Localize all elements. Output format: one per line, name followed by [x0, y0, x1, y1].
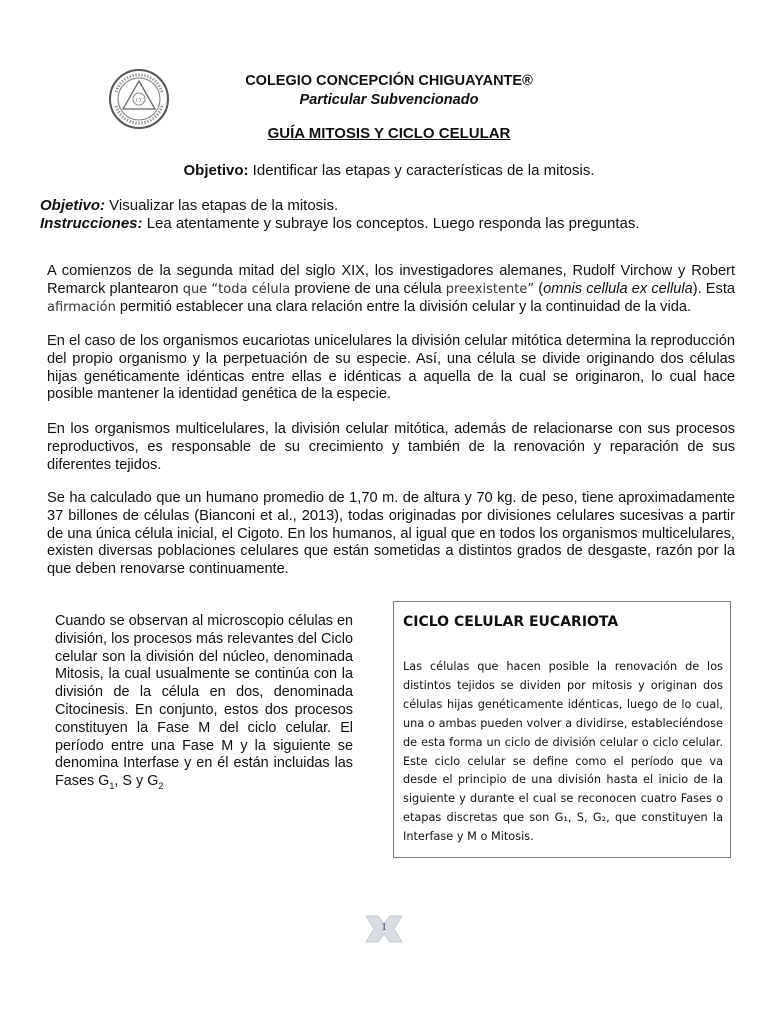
svg-text:CC: CC: [136, 98, 145, 104]
page-number-badge: [364, 912, 404, 946]
paragraph-3: En los organismos multicelulares, la división celular mitótica, además de relacionarse con sus procesos reproductivos, es responsable de su crecimiento y también de la renovación y reparación de sus diferentes tejidos.: [47, 421, 735, 473]
instructions: [40, 215, 640, 232]
p1-text-a: A comienzos de la segunda mitad del siglo XIX, los investigadores alemanes, Rudolf Virchow y Robert Remarck plantearon: [47, 263, 735, 297]
info-box-title: CICLO CELULAR EUCARIOTA: [403, 614, 619, 630]
school-name: COLEGIO CONCEPCIÓN CHIGUAYANTE®: [245, 73, 533, 89]
secondary-objective-text: Visualizar las etapas de la mitosis.: [105, 197, 339, 214]
p1-text-d: ). Esta: [692, 280, 735, 297]
secondary-objective-label: Objetivo:: [40, 197, 106, 214]
paragraph-4: Se ha calculado que un humano promedio de 1,70 m. de altura y 70 kg. de peso, tiene aproximadamente 37 billones de células (Bianconi et al., 2013), todas originadas por divisiones celulares sucesivas a partir de una única célula inicial, el Cigoto. En los humanos, al igual que en todos los organismos multicelulares, existen diversas poblaciones celulares que están sometidas a distintos grados de desgaste, razón por la que deben renovarse continuamente.: [47, 490, 735, 578]
school-subtitle: Particular Subvencionado: [299, 92, 479, 108]
left-column-text: Cuando se observan al microscopio células en división, los procesos más relevantes del Ciclo celular son la división del núcleo, denominada Mitosis, la cual usualmente se continúa con la división de la célula en dos, denominada Citocinesis. En conjunto, estos dos procesos constituyen la Fase M del ciclo celular. El período entre una Fase M y la siguiente se denomina Interfase y en él están incluidas las Fases G: [55, 613, 353, 790]
left-column-mid: , S y G: [114, 773, 159, 790]
info-box: [393, 601, 731, 858]
p1-text-e: permitió establecer una clara relación entre la división celular y la continuidad de la vida.: [115, 298, 692, 315]
main-objective-text: Identificar las etapas y características de la mitosis.: [248, 162, 595, 179]
p1-quote: que “toda célula: [182, 281, 291, 297]
instructions-label: Instrucciones:: [40, 215, 143, 232]
main-objective: [0, 162, 768, 179]
p1-preexistente: preexistente”: [445, 281, 535, 297]
p1-text-b: proviene de una célula: [290, 280, 446, 297]
paragraph-2: En el caso de los organismos eucariotas unicelulares la división celular mitótica determina la reproducción del propio organismo y la perpetuación de su especie. Así, una célula se divide originando dos células hijas genéticamente idénticas entre ellas e idénticas a aquella de la cual se originaron, lo cual hace posible mantener la identidad genética de la especie.: [47, 333, 735, 403]
secondary-objective: [40, 197, 338, 214]
p1-text-c: (: [534, 280, 544, 297]
cell-cycle-intro: [55, 613, 353, 796]
p1-latin: omnis cellula ex cellula: [543, 280, 693, 297]
subscript-1: 1: [109, 781, 115, 792]
main-objective-label: Objetivo:: [183, 162, 249, 179]
page-number: 1: [381, 921, 387, 933]
info-box-body: Las células que hacen posible la renovación de los distintos tejidos se dividen por mitosis y originan dos células hijas genéticamente idénticas, luego de lo cual, una o ambas pueden volver a dividirse, estableciéndose de esta forma un ciclo de división celular o ciclo celular. Este ciclo celular se define como el período que va desde el principio de una división hasta el inicio de la siguiente y durante el cual se reconocen cuatro Fases o etapas discretas que son G₁, S, G₂, que constituyen la Interfase y M o Mitosis.: [403, 660, 723, 844]
instructions-text: Lea atentamente y subraye los conceptos. Luego responda las preguntas.: [142, 215, 640, 232]
subscript-2: 2: [158, 781, 164, 792]
page-title: GUÍA MITOSIS Y CICLO CELULAR: [267, 125, 511, 142]
paragraph-1: [47, 263, 735, 316]
p1-afirmacion: afirmación: [47, 299, 116, 315]
